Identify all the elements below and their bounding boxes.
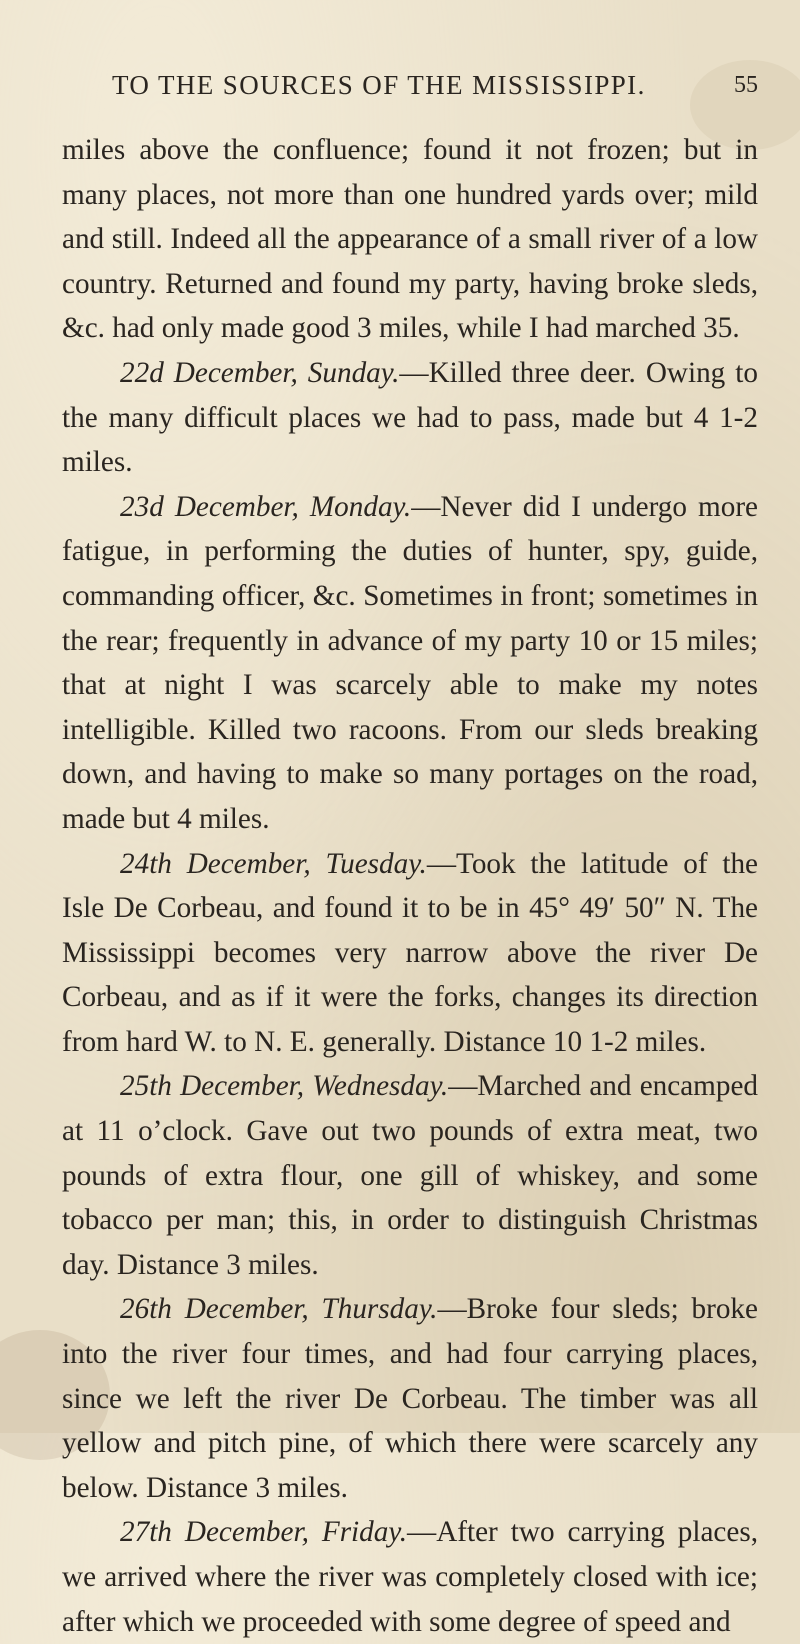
journal-entry <box>62 842 758 1065</box>
journal-entry <box>62 1510 758 1644</box>
entry-date: 24th December, Tuesday. <box>120 847 427 880</box>
running-title: TO THE SOURCES OF THE MISSISSIPPI. <box>112 70 646 100</box>
entry-date: 23d December, Monday. <box>120 490 412 523</box>
journal-entry <box>62 1064 758 1287</box>
entry-text: —Killed three deer. Owing to the many difficult places we had to pass, made but 4 1-2 miles. <box>62 356 758 479</box>
paragraph <box>62 128 758 351</box>
entry-date: 22d December, Sunday. <box>120 356 400 389</box>
entry-date: 25th December, Wednesday. <box>120 1070 449 1103</box>
entry-date: 27th December, Friday. <box>120 1516 407 1549</box>
journal-entry <box>62 351 758 485</box>
entry-text: —Marched and encamped at 11 o’clock. Gave out two pounds of extra meat, two pounds of extra flour, one gill of whiskey, and some tobacco per man; this, in order to distinguish Christmas day. Distance 3 miles. <box>62 1070 758 1281</box>
page-number: 55 <box>734 72 758 98</box>
body-text <box>62 128 758 1644</box>
paragraph-text: miles above the confluence; found it not frozen; but in many places, not more than one hundred yards over; mild and still. Indeed all the appearance of a small river of a low country. Returned and found my party, having broke sleds, &c. had only made good 3 miles, while I had marched 35. <box>62 134 758 345</box>
running-head <box>62 70 758 114</box>
entry-text: —Never did I undergo more fatigue, in performing the duties of hunter, spy, guide, commanding officer, &c. Sometimes in front; sometimes in the rear; frequently in advance of my party 10 or 15 miles; that at night I was scarcely able to make my notes intelligible. Killed two racoons. From our sleds breaking down, and having to make so many portages on the road, made but 4 miles. <box>62 490 758 835</box>
entry-date: 26th December, Thursday. <box>120 1293 438 1326</box>
entry-text: —After two carrying places, we arrived where the river was completely closed with ice; after which we proceeded with some degree of speed and <box>62 1516 758 1638</box>
journal-entry <box>62 1287 758 1510</box>
journal-entry <box>62 485 758 842</box>
entry-text: —Took the latitude of the Isle De Corbeau, and found it to be in 45° 49′ 50″ N. The Mississippi becomes very narrow above the river De Corbeau, and as if it were the forks, changes its direction from hard W. to N. E. generally. Distance 10 1-2 miles. <box>62 847 758 1058</box>
entry-text: —Broke four sleds; broke into the river four times, and had four carrying places, since we left the river De Corbeau. The timber was all yellow and pitch pine, of which there were scarcely any below. Distance 3 miles. <box>62 1293 758 1504</box>
